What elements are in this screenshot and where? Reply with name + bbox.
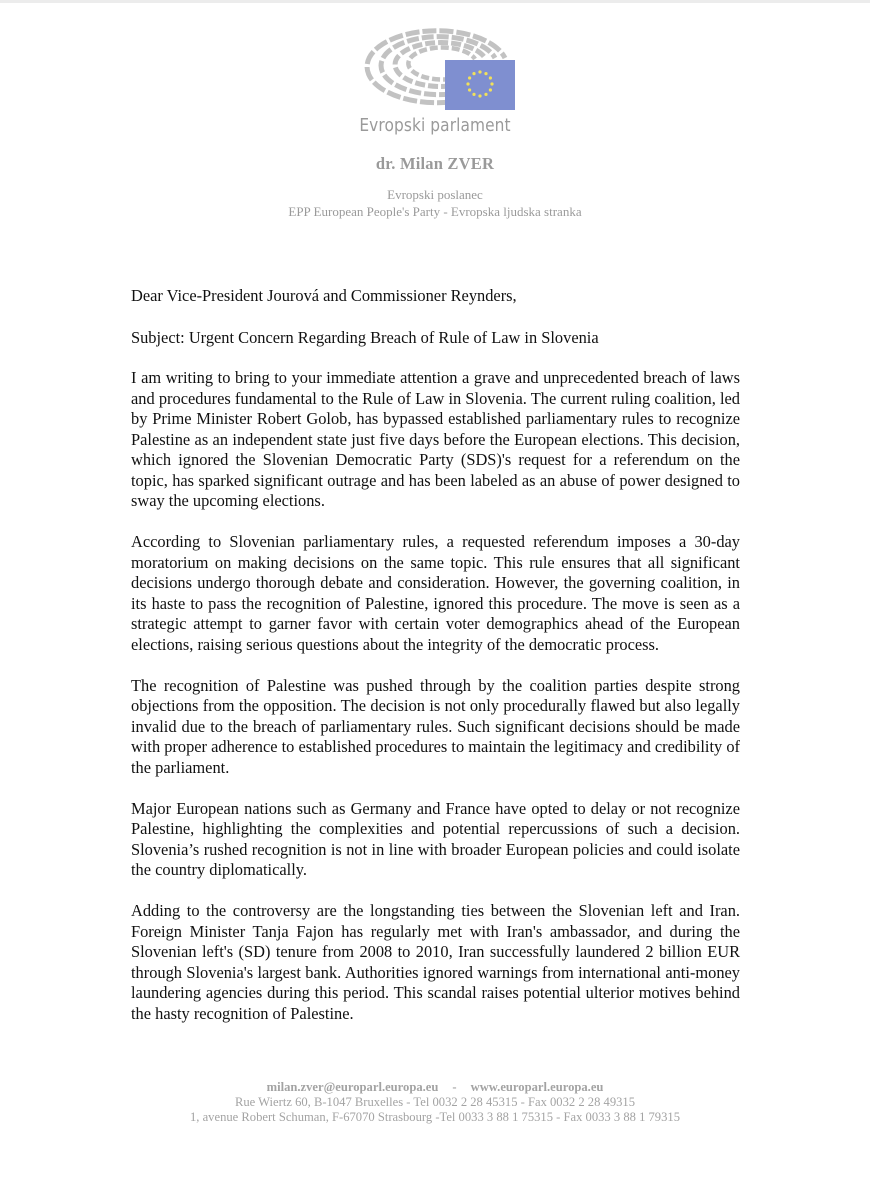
mep-role: Evropski poslanec xyxy=(387,187,483,202)
european-parliament-logo xyxy=(355,22,515,114)
paragraph-european-nations: Major European nations such as Germany and France have opted to delay or not recognize Palestine, highlighting the complexities and potential repercussions of such a decision. Slovenia’s rushed recognition is not in line with broader European policies and could isolate the country diplomatically. xyxy=(131,798,740,879)
paragraph-moratorium: According to Slovenian parliamentary rules, a requested referendum imposes a 30-day moratorium on making decisions on the same topic. This rule ensures that all significant decisions undergo thorough debate and consideration. However, the governing coalition, in its haste to pass the recognition of Palestine, ignored this procedure. The move is seen as a strategic attempt to garner favor with certain voter demographics ahead of the European elections, raising serious questions about the integrity of the democratic process. xyxy=(131,532,740,654)
footer-email[interactable]: milan.zver@europarl.europa.eu xyxy=(266,1080,439,1094)
footer-website[interactable]: www.europarl.europa.eu xyxy=(470,1080,604,1094)
page-top-edge xyxy=(0,0,870,3)
paragraph-iran-ties: Adding to the controversy are the longstanding ties between the Slovenian left and Iran. Foreign Minister Tanja Fajon has regularly met with Iran's ambassador, and during the Slovenian left's (SD) tenure from 2008 to 2010, Iran successfully laundered 2 billion EUR through Slovenia's largest bank. Authorities ignored warnings from international anti-money laundering agencies during this period. This scandal raises potential ulterior motives behind the hasty recognition of Palestine. xyxy=(131,901,740,1023)
letterhead xyxy=(0,22,870,220)
letter-body xyxy=(131,286,740,1045)
paragraph-intro: I am writing to bring to your immediate attention a grave and unprecedented breach of laws and procedures fundamental to the Rule of Law in Slovenia. The current ruling coalition, led by Prime Minister Robert Golob, has bypassed established parliamentary rules to recognize Palestine as an independent state just five days before the European elections. This decision, which ignored the Slovenian Democratic Party (SDS)'s request for a referendum on the topic, has sparked significant outrage and has been labeled as an abuse of power designed to sway the upcoming elections. xyxy=(131,368,740,510)
footer-brussels-address: Rue Wiertz 60, B-1047 Bruxelles - Tel 0032 2 28 45315 - Fax 0032 2 28 49315 xyxy=(234,1095,636,1109)
footer-separator: - xyxy=(452,1080,457,1094)
mep-title-block xyxy=(0,186,870,220)
footer-strasbourg-address: 1, avenue Robert Schuman, F-67070 Strasbourg -Tel 0033 3 88 1 75315 - Fax 0033 3 88 1 79315 xyxy=(190,1110,680,1124)
hemicycle-icon xyxy=(355,22,515,114)
paragraph-recognition: The recognition of Palestine was pushed through by the coalition parties despite strong objections from the opposition. The decision is not only procedurally flawed but also legally invalid due to the breach of parliamentary rules. Such significant decisions should be made with proper adherence to established procedures to maintain the legitimacy and credibility of the parliament. xyxy=(131,675,740,777)
subject-line: Subject: Urgent Concern Regarding Breach of Rule of Law in Slovenia xyxy=(131,327,599,347)
mep-party: EPP European People's Party - Evropska ljudska stranka xyxy=(288,204,582,219)
salutation: Dear Vice-President Jourová and Commissioner Reynders, xyxy=(131,286,517,305)
logo-caption: Evropski parlament xyxy=(359,116,511,136)
letter-footer xyxy=(0,1080,870,1125)
mep-name: dr. Milan ZVER xyxy=(375,154,495,173)
footer-contact-line xyxy=(0,1080,870,1095)
